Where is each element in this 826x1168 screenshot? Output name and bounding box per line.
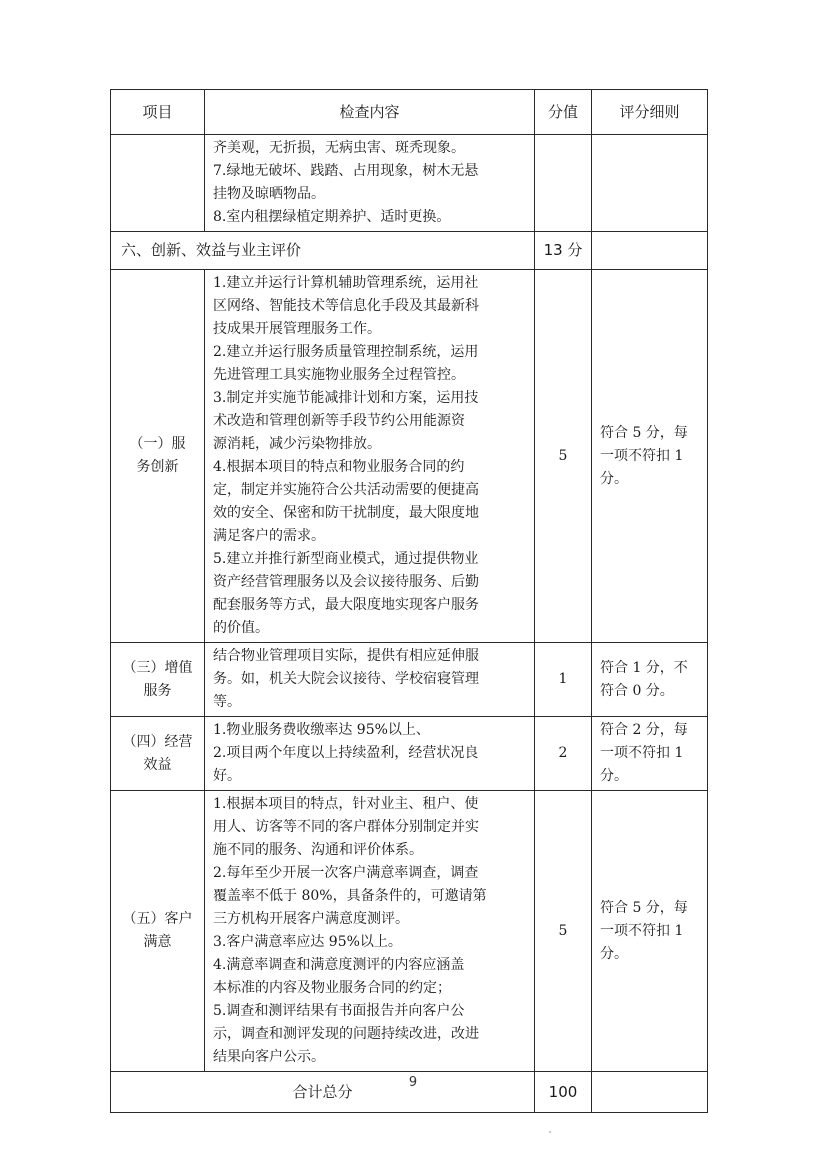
- content-line: 5.建立并推行新型商业模式，通过提供物业: [213, 551, 479, 567]
- content-line: 先进管理工具实施物业服务全过程管控。: [213, 367, 465, 383]
- content-line: 结果向客户公示。: [213, 1049, 325, 1065]
- content-line: 满足客户的需求。: [213, 528, 325, 544]
- row-content: [205, 791, 535, 1072]
- continued-content: [205, 135, 535, 232]
- scoring-table: [110, 89, 708, 1113]
- row-item: [111, 717, 205, 791]
- item-line: （五）客户: [122, 911, 193, 927]
- content-line: 5.调查和测评结果有书面报告并向客户公: [213, 1003, 465, 1019]
- content-line: 4.满意率调查和满意度测评的内容应涵盖: [213, 957, 465, 973]
- content-line: 4.根据本项目的特点和物业服务合同的约: [213, 459, 465, 475]
- content-line: 示，调查和测评发现的问题持续改进，改进: [213, 1026, 479, 1042]
- table-row-continued: [111, 135, 708, 232]
- content-line: 3.客户满意率应达 95%以上。: [213, 934, 402, 950]
- total-label: 合计总分: [111, 1072, 535, 1113]
- content-line: 效的安全、保密和防干扰制度，最大限度地: [213, 505, 479, 521]
- row-rule: [592, 791, 708, 1072]
- rule-line: 分。: [600, 768, 628, 784]
- content-line: 好。: [213, 768, 241, 784]
- content-line: 2.建立并运行服务质量管理控制系统，运用: [213, 344, 479, 360]
- rule-line: 符合 2 分，每: [600, 722, 688, 738]
- content-line: 配套服务等方式，最大限度地实现客户服务: [213, 597, 479, 613]
- content-line: 1.建立并运行计算机辅助管理系统，运用社: [213, 275, 479, 291]
- row-rule: [592, 643, 708, 717]
- content-line: 定，制定并实施符合公共活动需要的便捷高: [213, 482, 479, 498]
- row-score: 2: [535, 717, 592, 791]
- item-line: （四）经营: [122, 733, 193, 750]
- content-line: 挂物及晾晒物品。: [213, 186, 325, 202]
- rule-line: 一项不符扣 1: [600, 447, 684, 464]
- header-rule: 评分细则: [592, 90, 708, 135]
- content-line: 术改造和管理创新等手段节约公用能源资: [213, 413, 465, 429]
- content-line: 结合物业管理项目实际，提供有相应延伸服: [213, 648, 479, 664]
- row-item: [111, 791, 205, 1072]
- section-title: 六、创新、效益与业主评价: [111, 232, 535, 270]
- section-row: [111, 232, 708, 270]
- row-rule: [592, 717, 708, 791]
- item-line: （一）服: [129, 436, 186, 452]
- row-item: [111, 270, 205, 643]
- item-line: 服务: [143, 682, 172, 699]
- rule-line: 符合 5 分，每: [600, 424, 688, 441]
- row-score: 5: [535, 791, 592, 1072]
- item-line: （三）增值: [122, 659, 193, 676]
- content-line: 用人、访客等不同的客户群体分别制定并实: [213, 819, 479, 835]
- content-line: 1.根据本项目的特点，针对业主、租户、使: [213, 796, 479, 812]
- content-line: 务。如，机关大院会议接待、学校宿寝管理: [213, 671, 479, 687]
- table-row-customer-satisfaction: [111, 791, 708, 1072]
- row-content: [205, 717, 535, 791]
- rule-line: 一项不符扣 1: [600, 745, 684, 761]
- table-row-value-added: [111, 643, 708, 717]
- content-line: 施不同的服务、沟通和评价体系。: [213, 842, 423, 858]
- rule-line: 符合 1 分，不: [600, 659, 688, 676]
- content-line: 2.项目两个年度以上持续盈利，经营状况良: [213, 745, 479, 761]
- content-line: 7.绿地无破坏、践踏、占用现象，树木无悬: [213, 163, 479, 179]
- content-line: 资产经营管理服务以及会议接待服务、后勤: [213, 574, 479, 590]
- content-line: 2.每年至少开展一次客户满意率调查，调查: [213, 865, 479, 881]
- scan-speck: [549, 1131, 551, 1133]
- content-line: 本标准的内容及物业服务合同的约定；: [213, 980, 451, 996]
- rule-line: 符合 5 分，每: [600, 899, 688, 916]
- total-score: 100: [535, 1072, 592, 1113]
- row-score: 5: [535, 270, 592, 643]
- content-line: 技成果开展管理服务工作。: [213, 321, 381, 337]
- content-line: 齐美观，无折损，无病虫害、斑秃现象。: [213, 140, 465, 156]
- continued-score: [535, 135, 592, 232]
- content-line: 8.室内租摆绿植定期养护、适时更换。: [213, 209, 451, 225]
- header-content: 检查内容: [205, 90, 535, 135]
- item-line: 务创新: [136, 459, 179, 475]
- table-row-service-innovation: [111, 270, 708, 643]
- content-line: 等。: [213, 694, 241, 710]
- rule-line: 符合 0 分。: [600, 682, 674, 699]
- rule-line: 一项不符扣 1: [600, 922, 684, 939]
- table-row-operating-benefit: [111, 717, 708, 791]
- section-rule-empty: [592, 232, 708, 270]
- content-line: 覆盖率不低于 80%，具备条件的，可邀请第: [213, 888, 487, 904]
- content-line: 3.制定并实施节能减排计划和方案，运用技: [213, 390, 479, 406]
- content-line: 源消耗，减少污染物排放。: [213, 436, 381, 452]
- section-score: 13 分: [535, 232, 592, 270]
- row-score: 1: [535, 643, 592, 717]
- row-rule: [592, 270, 708, 643]
- header-row: [111, 90, 708, 135]
- row-content: [205, 270, 535, 643]
- rule-line: 分。: [600, 945, 628, 962]
- item-line: 满意: [143, 934, 172, 950]
- content-line: 三方机构开展客户满意度测评。: [213, 911, 409, 927]
- row-item: [111, 643, 205, 717]
- header-score: 分值: [535, 90, 592, 135]
- row-content: [205, 643, 535, 717]
- content-line: 的价值。: [213, 620, 269, 636]
- content-line: 1.物业服务费收缴率达 95%以上、: [213, 722, 430, 738]
- header-item: 项目: [111, 90, 205, 135]
- content-line: 区网络、智能技术等信息化手段及其最新科: [213, 298, 479, 314]
- continued-item: [111, 135, 205, 232]
- item-line: 效益: [143, 756, 172, 773]
- continued-rule: [592, 135, 708, 232]
- rule-line: 分。: [600, 470, 628, 487]
- page-number: 9: [408, 1075, 418, 1090]
